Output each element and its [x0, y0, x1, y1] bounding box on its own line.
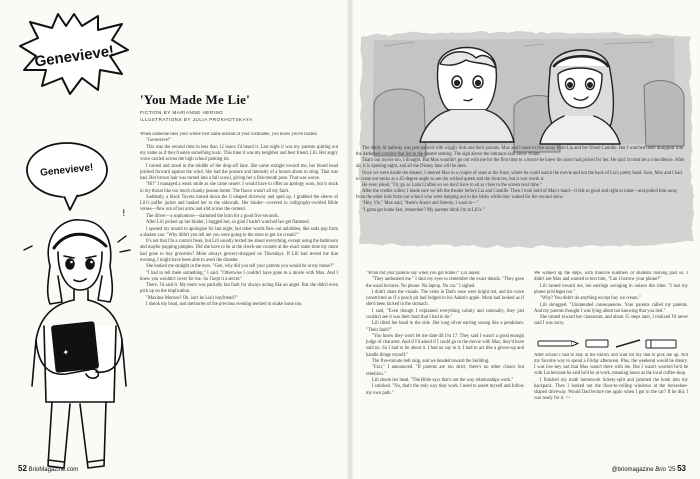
speech-bubble — [24, 140, 110, 212]
paragraph: Suddenly, a black Toyota turned down the U-shaped driveway and sped up. I grabbed the sleeve of Lili's puffer jacket and hauled her to the sidewalk. Her binder—covered in calligraphy-swirled Bible verses—flew out of her arms and slid across the cement. — [140, 195, 338, 213]
paragraph: That's our movie too, I thought. But Max wouldn't go out with me for the first time to a movie he knew his sister had picked for her. He said. It must be a coincidence. After all, it is opening night, and all the Disney fans will be here. — [356, 158, 685, 170]
paragraph: "They ambushed me." I shut my eyes to remember the exact details. "They gave the usual lectures. No phone. No laptop. No car." I sighed. — [366, 277, 524, 289]
paragraph: There, I'd said it. My mom was partially but fault for always acting like an angel. But she didn't even pick up on the implication. — [140, 283, 338, 295]
paragraph: "Fact," I announced. "If parents are too strict, there's no other choice but rebellion." — [366, 365, 524, 377]
paragraph: She turned toward her classroom, and about 15 steps later, I realized I'd never said I was sorry. — [534, 315, 688, 327]
paragraph: "Hi!" I managed a weak smile as she came nearer. I would have to offer an apology soon, but it stuck in my throat like too much chunky peanut butter. The fiasco wasn't all my fault. — [140, 182, 338, 194]
theater-flashback-text — [356, 146, 686, 214]
page-gutter — [346, 0, 354, 479]
paragraph: After Lili picked up her binder, I hugged her, so glad I hadn't watched her get flattened. — [146, 220, 310, 226]
paragraph: Lili shook her head. "The Bible says that's not the way relationships work." — [372, 378, 514, 384]
folio-right — [611, 464, 686, 473]
speech-bubble-text: Genevieve! — [39, 162, 94, 179]
folio-date: '25 — [667, 467, 676, 473]
left-story-column — [140, 132, 338, 464]
story-title: 'You Made Me Lie' — [140, 92, 250, 107]
right-story-column-2-top — [534, 271, 688, 335]
paragraph: "Hey, Vie," Max said, "there's Anore and Jeremy. I want to—" — [362, 201, 479, 207]
folio-site-right: @briomagazine — [611, 467, 654, 473]
paragraph: He even joked, "Or, go so Lana Crafton so we don't have to sit as close to the screen next time." — [362, 182, 542, 188]
paragraph: I smirked. "No, that's the only way they work. I need to assert myself and follow my own path." — [366, 384, 524, 396]
paragraph: I didn't share the visuals. The veins in Dad's nose were bright red, and his voice constricted as if a peach pit had lodged in his Adam's apple. Mom had looked as if she'd been kicked in the stomach. — [366, 290, 524, 308]
paragraph: "I had to tell them something," I said. "Otherwise I couldn't have gone to a movie with Max. And I knew you wouldn't cover for me. So I kept it a secret." — [140, 270, 338, 282]
paragraph: "Why? You didn't do anything except buy ice cream." — [540, 296, 641, 302]
girl-with-binder-illustration — [18, 206, 138, 474]
paragraph: I turned and stood in the middle of the drop-off lane. She came straight toward me, her blond head pitched forward against the wind. She had the posture and intensity of a hornet about to sting. That was bad. Her brown hair was turned into a full scowl, giving her a fish-mouth pose. That was worse. — [140, 163, 338, 181]
scene-break-doodle — [536, 337, 686, 351]
paragraph: I shook my head, and memories of the previous evening seemed to shake loose too. — [146, 302, 303, 308]
paragraph: Lili turned toward me, her earrings swinging in unison this time. "I lost my phone privileges too." — [534, 283, 688, 295]
paragraph: After school I had to stay in the library and wait for my dad to pick me up. Not my favorite way to spend a Friday afternoon. Plus, the weekend would be dreary. I was low-key sad that Max wasn't there with me. But I wasn't worried he'd be with Lia because he said he'd be at work, meaning hours as the local coffee shop. — [534, 353, 688, 377]
paragraph: The five-minute bell rang, and we headed toward the building. — [372, 358, 490, 364]
paragraph: She looked me straight in the eyes. "Gen, why did you tell your parents you would be at my house?" — [146, 264, 335, 270]
paragraph: It's not that I'm a control freak, but Lili usually texted me about everything, except using the bathroom and maybe popping pimples. Did she have to be at the check-out counter at the exact same time my mom had gone to buy groceries? Mom always grocery-shopped on Thursdays. If Lili had texted me that evening, I might have been able to avert the disaster. — [140, 239, 338, 263]
folio-site-left: BrioMagazine.com — [28, 467, 79, 473]
paragraph: This was the second time in less than 12 hours I'd heard it. Last night it was my parents spitting out my name as if they'd eaten something toxic. This time it was my neighbor and best friend, Lili. Her angry voice carried across the high school parking lot. — [140, 144, 338, 163]
paragraph: The dimly lit hallway was jam-packed with wiggly kids and their parents. Max and I were in five away from Lia and her friend Camille. But I watched them disappear into the darkened corridor that led to the theater seating. The sign above the entrance said Snow White. — [356, 146, 684, 158]
burst-title-text: Genevieve! — [33, 42, 116, 71]
byline: FICTION BY MARIANNE HERING — [140, 110, 224, 115]
right-story-column-1 — [366, 271, 524, 461]
burst-title-art — [18, 12, 130, 96]
svg-text:✦: ✦ — [62, 347, 70, 358]
illustration-credit: ILLUSTRATIONS BY JULIA PROKHOTSKAYA — [140, 117, 253, 122]
paragraph: After the credits rolled, I made sure we left the theater before Lia and Camille. Then I took hold of Max's hand—it felt so good and right to mine—and pulled him away from the other kids from our school who were hanging out in the lobby while they waited for the second show. — [356, 189, 678, 201]
folio-left — [18, 464, 78, 473]
paragraph: The driver—a sophomore—slammed the horn for a good five seconds. — [146, 213, 279, 219]
paragraph: I finished my math homework lickety-split and jammed the book into my backpack. Then I looked out the floor-to-ceiling windows at the horseshoe-shaped driveway. Would Dad lecture me again when I got in the car? If he did, I was ready for it. >> — [534, 377, 688, 402]
paragraph: "Genevieve!" — [146, 138, 172, 144]
paragraph: "What did your parents say when you got home?" Lili asked. — [366, 271, 481, 276]
paragraph: "You know they won't let me date till I'm 17. They said I wasn't a good enough judge of character. And if I'd asked if I could go to the movie with Max, they'd have said no. So I had to lie about it. I had no say in it. I had to act like a grown-up and handle things myself." — [366, 334, 524, 358]
paragraph: When someone uses your whole first name instead of your nickname, you know you're busted. — [140, 132, 318, 137]
paragraph: "Maxime Monroe? Oh, isn't he Lia's boyfriend?" — [146, 295, 238, 301]
paragraph: We walked up the steps, with massive numbers of students rushing past us. I didn't see Max and wanted to text him, "Can I borrow your phone?" — [534, 271, 688, 283]
movie-theater-illustration — [354, 26, 694, 252]
paragraph: I opened my mouth to apologize for last night, but other words flew out unbidden, like soda pop from a shaken can: "Why didn't you tell me you were going to the store to get ice cream?" — [140, 226, 338, 238]
paragraph: Once we were inside the theater, I steered Max to a couple of seats at the front, where he could watch the movie and not the back of Lia's pretty head. Sure, Max and I had to crane our necks at a 45-degree angle to see the wicked queen and the dwarves, but it was worth it. — [356, 170, 682, 182]
right-story-column-2-bottom — [534, 353, 688, 463]
page-number-left: 52 — [18, 464, 27, 473]
paragraph: "I gotta get home fast, remember? My parents think I'm at Lili's." — [362, 207, 485, 213]
right-page — [350, 0, 700, 479]
page-number-right: 53 — [677, 464, 686, 473]
svg-text:!: ! — [122, 209, 126, 219]
left-page — [0, 0, 349, 479]
paragraph: Lili shrugged. "Unintended consequences. Your parents called my parents. And my parents thought I was lying about not knowing that you lied." — [534, 302, 688, 314]
paragraph: I said, "Even though I explained everything calmly and rationally, they just couldn't see it was their fault that I had to lie." — [366, 308, 524, 320]
paragraph: Lili tilted her head to the side. Her long silver earring swung like a pendulum. "Their fault?" — [366, 321, 524, 333]
folio-brand: Brio — [655, 467, 666, 473]
